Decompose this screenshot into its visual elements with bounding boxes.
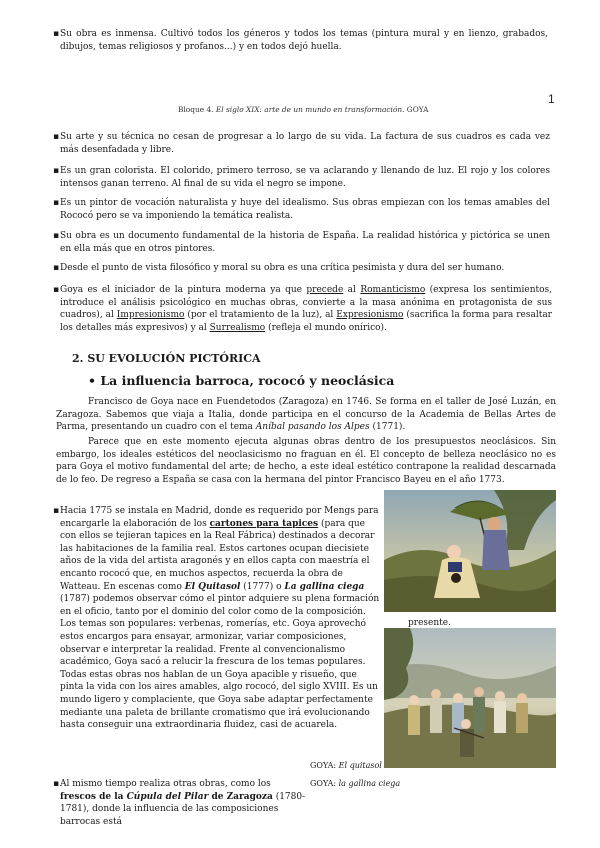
madrid-text-1: Hacia 1775 se instala en Madrid, donde es requerido por Mengs para encargarle la elaboración de los [60, 506, 379, 529]
paragraph-birth [56, 396, 556, 434]
bullet-text: Es un pintor de vocación naturalista y huye del idealismo. Sus obras empiezan con los temas amables del Rococó pero se va imponiendo la temática realista. [60, 198, 550, 221]
precursor-text-5: (sacrifica la forma para resaltar los detalles más expresivos) y al [60, 310, 552, 333]
precursor-text-4: (por el tratamiento de la luz), al [184, 310, 337, 321]
madrid-text-3: (1777) o [240, 581, 285, 592]
term-gallina: La gallina ciega [284, 581, 365, 592]
madrid-bullet [53, 505, 380, 732]
header-suffix: GOYA [404, 105, 429, 114]
pilar-text-1: Al mismo tiempo realiza otras obras, como los [60, 779, 271, 789]
running-header [178, 105, 478, 114]
para2-text: Parece que en este momento ejecuta algunas obras dentro de los presupuestos neoclásicos. Sin embargo, los ideales estéticos del neoclasicismo no fraguan en él. El concepto de belleza neoclásico no es para Goya el motivo fundamental del arte; de hecho, a este ideal estético contrapone la realidad descarnada de lo feo. De regreso a España se casa con la hermana del pintor Francisco Bayeu en el año 1773. [56, 437, 556, 485]
bullet-marker: ▪ [53, 166, 60, 176]
section-title: 2. SU EVOLUCIÓN PICTÓRICA [72, 352, 261, 365]
term-cupula: Cúpula del Pilar [126, 791, 209, 802]
bullet-marker: ▪ [53, 285, 60, 295]
bullet-text: Es un gran colorista. El colorido, primero terroso, se va aclarando y llenando de luz. El rojo y los colores intensos ganan terreno. Al final de su vida el negro se impone. [60, 166, 550, 189]
bullet-marker: ▪ [53, 198, 60, 208]
bullet-marker: ▪ [53, 263, 60, 273]
header-title: El siglo XIX: arte de un mundo en transformación. [215, 105, 405, 114]
bullet-marker: ▪ [53, 231, 60, 241]
term-cartones: cartones para tapices [209, 518, 319, 529]
para1-text: Francisco de Goya nace en Fuendetodos (Zaragoza) en 1746. Se forma en el taller de José Luzán, en Zaragoza. Sabemos que viaja a Italia, donde participa en el concurso de la Academia de Bellas Artes de Parma, presentando un cuadro con el tema [56, 397, 556, 433]
bullet-item [53, 262, 550, 275]
precursor-bullet [53, 284, 552, 334]
quitasol-image [384, 490, 556, 612]
painting-la-gallina-ciega [384, 628, 556, 768]
madrid-text-2: (para que con ellos se tejieran tapices en la Real Fábrica) destinados a decorar las habitaciones de la familia real. Estos cartones ocupan diecisiete años de la vida del artista aragonés y en ellos capta con maestría el encanto rococó que, en muchos aspectos, recuerda la obra de Watteau. En escenas como [60, 518, 375, 592]
precursor-text-1: Goya es el iniciador de la pintura moderna ya que [60, 285, 307, 295]
top-bullet-text: Su obra es inmensa. Cultivó todos los géneros y todos los temas (pintura mural y en lienzo, grabados, dibujos, temas religiosos y profanos...) y en todos dejó huella. [60, 29, 548, 52]
para1-end: (1771). [369, 422, 406, 433]
caption-gallina [310, 779, 400, 788]
bullet-item [53, 131, 550, 156]
painting-el-quitasol [384, 490, 556, 612]
term-quitasol: El Quitasol [184, 581, 241, 592]
term-frescos: frescos de la [60, 791, 127, 802]
presente-fragment: presente. [408, 618, 451, 628]
paragraph-neoclassic [56, 436, 556, 486]
precursor-text-6: (refleja el mundo onírico). [265, 322, 387, 333]
caption-quitasol [310, 761, 382, 770]
pilar-text-2: (1780-1781), donde la influencia de las composiciones barrocas está [60, 791, 306, 827]
bullet-item [53, 165, 550, 190]
bullet-text: Su arte y su técnica no cesan de progresar a lo largo de su vida. La factura de sus cuadros es cada vez más desenfadada y libre. [60, 132, 550, 155]
term-impresionismo: Impresionismo [116, 310, 185, 321]
subsection-title: • La influencia barroca, rococó y neoclásica [88, 373, 395, 388]
precursor-text-2: al [343, 285, 361, 295]
madrid-text-4: (1787) podemos observar cómo el pintor adquiere su plena formación en el oficio, tanto por el dominio del color como de la composición. Los temas son populares: verbenas, romerías, etc. Goya aprovechó estos encargos para ensayar, armonizar, variar composiciones, observar e interpretar la realidad. Frente al convencionalismo académico, Goya sacó a relucir la frescura de los temas populares. Todas estas obras nos hablan de un Goya apacible y risueño, que pinta la vida con los aires amables, algo rococó, del siglo XVIII. Es un mundo ligero y complaciente, que Goya sabe adaptar perfectamente mediante una paleta de brillante cromatismo que irá evolucionando hasta conseguir una extraordinaria fluidez, casi de acuarela. [60, 594, 380, 731]
term-expresionismo: Expresionismo [336, 310, 404, 321]
para1-italic: Aníbal pasando los Alpes [255, 422, 370, 433]
bullet-marker: ▪ [53, 779, 60, 789]
term-precede: precede [306, 285, 344, 295]
bullet-marker: ▪ [53, 132, 60, 142]
term-zaragoza: de Zaragoza [208, 791, 273, 802]
bullet-text: Desde el punto de vista filosófico y moral su obra es una crítica pesimista y dura del ser humano. [60, 263, 505, 273]
header-prefix: Bloque 4. [178, 105, 216, 114]
page-number: 1 [548, 92, 555, 106]
caption-quitasol-prefix: GOYA: [310, 761, 339, 770]
top-bullet [53, 28, 548, 53]
caption-gallina-prefix: GOYA: [310, 779, 339, 788]
bullet-marker: ▪ [53, 506, 60, 516]
bullet-marker: ▪ [53, 29, 60, 39]
caption-gallina-title: la gallina ciega [338, 779, 401, 788]
bullet-item [53, 197, 550, 222]
bullet-item [53, 230, 550, 255]
gallina-image [384, 628, 556, 768]
precursor-text-3: (expresa los sentimientos, introduce el análisis psicológico en muchas obras, convierte a la masa anónima en protagonista de sus cuadros), al [60, 285, 552, 321]
term-romanticismo: Romanticismo [360, 285, 426, 295]
caption-quitasol-title: El quitasol [338, 761, 382, 770]
term-surrealismo: Surrealismo [209, 322, 266, 333]
pilar-bullet [53, 778, 308, 828]
bullet-text: Su obra es un documento fundamental de la historia de España. La realidad histórica y pictórica se unen en ella más que en otros pintores. [60, 231, 550, 254]
